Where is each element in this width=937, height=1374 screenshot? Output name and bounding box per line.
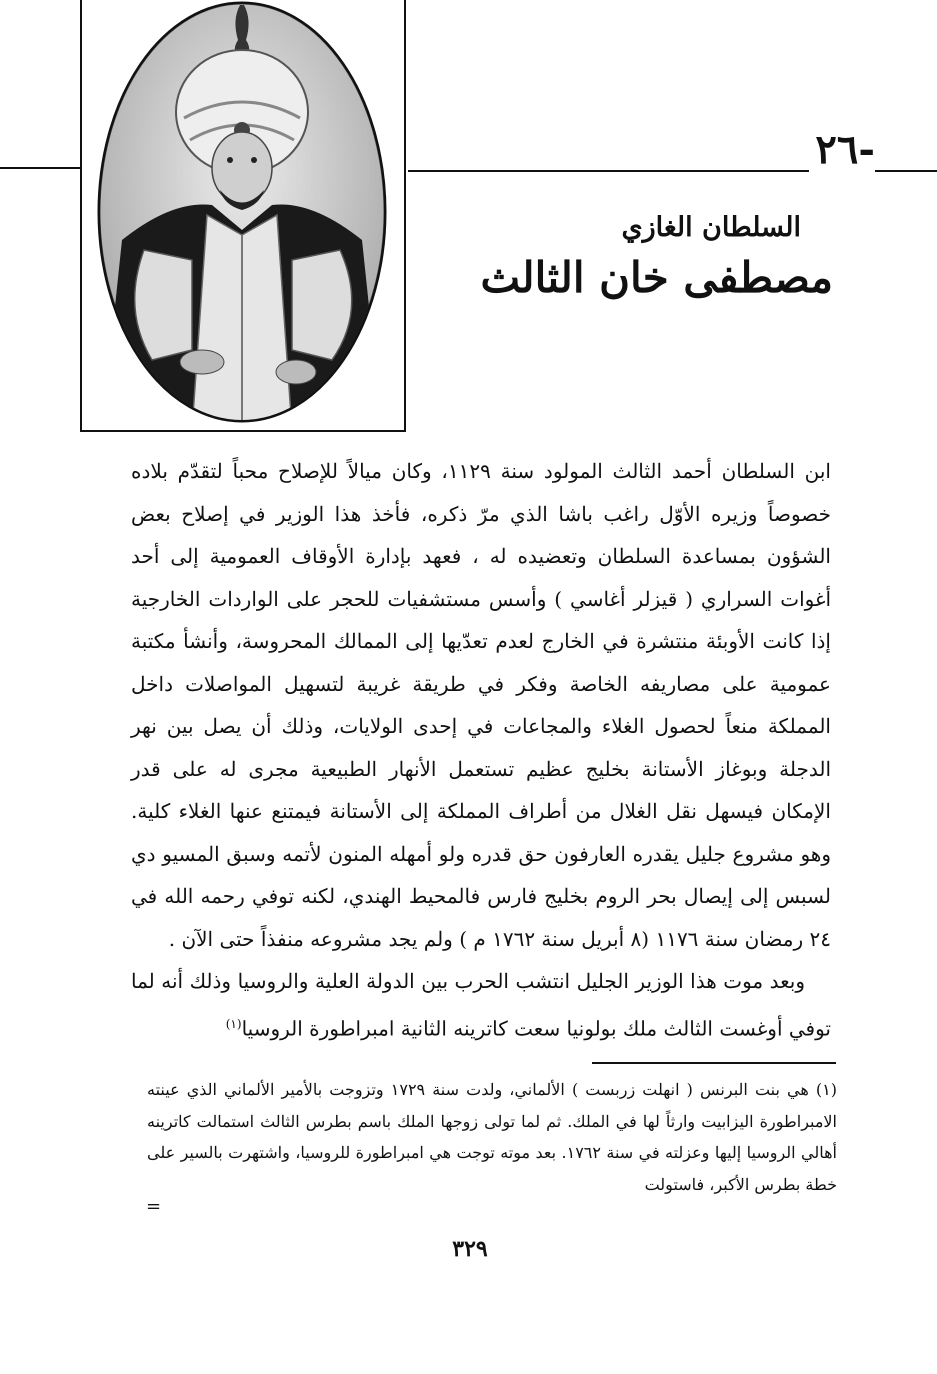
body-paragraph-2-text: وبعد موت هذا الوزير الجليل انتشب الحرب بين الدولة العلية والروسيا وذلك أنه لما توفي أوغست الثالث ملك بولونيا سعت كاترينه الثانية امبراطورة الروسيا	[131, 969, 831, 1041]
portrait-frame	[80, 0, 406, 432]
page-number: ٣٢٩	[452, 1236, 488, 1262]
body-text	[131, 450, 831, 1050]
footnote-text: (١) هي بنت البرنس ( انهلت زربست ) الألماني، ولدت سنة ١٧٢٩ وتزوجت بالأمير الألماني الذي عينته الامبراطورة اليزابيت وارثاً لها في الملك. ثم لما تولى زوجها الملك باسم بطرس الثالث استمالت كاترينه أهالي الروسيا إليها وعزلته في سنة ١٧٦٢. بعد موته توجت هي امبراطورة للروسيا، واشتهرت بالسير على خطة بطرس الأكبر، فاستولت	[147, 1080, 838, 1194]
chapter-number: -٢٦	[809, 128, 875, 172]
title-subtitle: السلطان الغازي	[621, 212, 801, 243]
footnote	[147, 1074, 837, 1200]
header-rule-left	[0, 167, 84, 169]
page-title: مصطفى خان الثالث	[480, 253, 833, 302]
sultan-portrait-icon	[82, 0, 404, 430]
continuation-mark: =	[146, 1196, 162, 1217]
body-paragraph-2	[131, 960, 831, 1050]
footnote-reference: (١)	[225, 1016, 242, 1031]
footnote-rule	[592, 1062, 836, 1064]
body-paragraph-1: ابن السلطان أحمد الثالث المولود سنة ١١٢٩، وكان ميالاً للإصلاح محباً لتقدّم بلاده خصوصاً وزيره الأوّل راغب باشا الذي مرّ ذكره، فأخذ هذا الوزير في إصلاح بعض الشؤون بمساعدة السلطان وتعضيده له ، فعهد بإدارة الأوقاف العمومية إلى أحد أغوات السراري ( قيزلر أغاسي ) وأسس مستشفيات للحجر على الواردات الخارجية إذا كانت الأوبئة منتشرة في الخارج لعدم تعدّيها إلى الممالك المحروسة، وأنشأ مكتبة عمومية على مصاريفه الخاصة وفكر في طريقة غريبة لتسهيل المواصلات داخل المملكة منعاً لحصول الغلاء والمجاعات في إحدى الولايات، وذلك أن يصل بين نهر الدجلة وبوغاز الأستانة بخليج عظيم تستعمل الأنهار الطبيعية مجرى له على قدر الإمكان فيسهل نقل الغلال من أطراف المملكة إلى الأستانة فيمتنع عنها الغلاء كلية. وهو مشروع جليل يقدره العارفون حق قدره ولو أمهله المنون لأتمه وسبق المسيو دي لسبس إلى إيصال بحر الروم بخليج فارس فالمحيط الهندي، لكنه توفي رحمه الله في ٢٤ رمضان سنة ١١٧٦ (٨ أبريل سنة ١٧٦٢ م ) ولم يجد مشروعه منفذاً حتى الآن .	[131, 459, 831, 951]
